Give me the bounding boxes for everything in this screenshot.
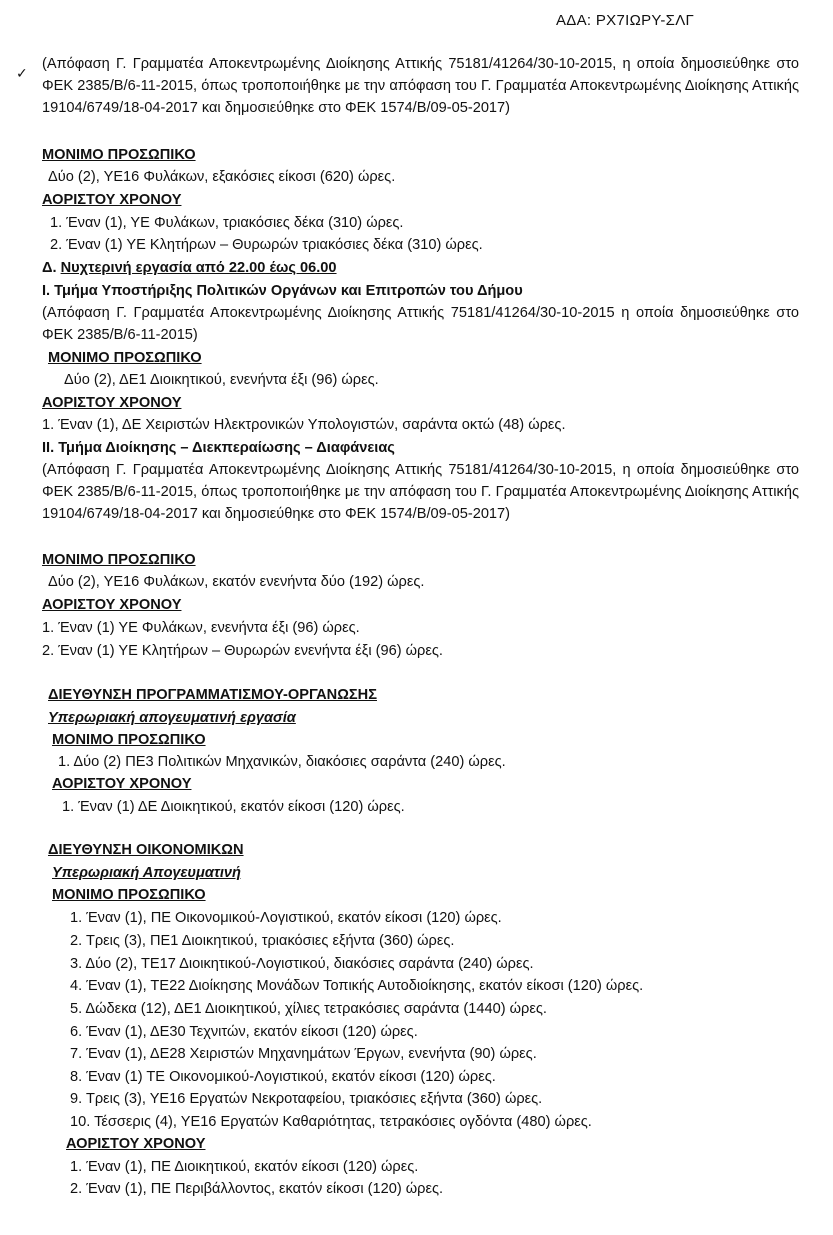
decision-paragraph: (Απόφαση Γ. Γραμματέα Αποκεντρωμένης Διοίκησης Αττικής 75181/41264/30-10-2015, η οποία δημοσιεύθηκε στο ΦΕΚ 2385/Β/6-11-2015, όπως τροποποιήθηκε με την απόφαση του Γ. Γραμματέα Αποκεντρωμένης Διοίκησης Αττικής 19104/6749/18-04-2017 και δημοσιεύθηκε στο ΦΕΚ 1574/Β/09-05-2017) — [42, 462, 799, 522]
list-item: Δύο (2), ΥΕ16 Φυλάκων, εξακόσιες είκοσι (620) ώρες. — [48, 169, 396, 185]
list-item: 10. Τέσσερις (4), ΥΕ16 Εργατών Καθαριότητας, τετρακόσιες ογδόντα (480) ώρες. — [70, 1114, 592, 1130]
section-d-title: Νυχτερινή εργασία από 22.00 έως 06.00 — [60, 260, 337, 276]
heading-aoristou: ΑΟΡΙΣΤΟΥ ΧΡΟΝΟΥ — [66, 1136, 206, 1152]
directorate-subtitle: Υπερωριακή απογευματινή εργασία — [48, 710, 296, 726]
list-item: 6. Έναν (1), ΔΕ30 Τεχνιτών, εκατόν είκοσι (120) ώρες. — [70, 1024, 418, 1040]
list-item: 3. Δύο (2), ΤΕ17 Διοικητικού-Λογιστικού, διακόσιες σαράντα (240) ώρες. — [70, 956, 534, 972]
heading-monimo: ΜΟΝΙΜΟ ΠΡΟΣΩΠΙΚΟ — [42, 147, 196, 163]
list-item: 2. Τρεις (3), ΠΕ1 Διοικητικού, τριακόσιες εξήντα (360) ώρες. — [70, 933, 455, 949]
list-item: 1. Δύο (2) ΠΕ3 Πολιτικών Μηχανικών, διακόσιες σαράντα (240) ώρες. — [58, 754, 506, 770]
decision-paragraph: (Απόφαση Γ. Γραμματέα Αποκεντρωμένης Διοίκησης Αττικής 75181/41264/30-10-2015, η οποία δημοσιεύθηκε στο ΦΕΚ 2385/Β/6-11-2015, όπως τροποποιήθηκε με την απόφαση του Γ. Γραμματέα Αποκεντρωμένης Διοίκησης Αττικής 19104/6749/18-04-2017 και δημοσιεύθηκε στο ΦΕΚ 1574/Β/09-05-2017) — [42, 56, 799, 116]
heading-aoristou: ΑΟΡΙΣΤΟΥ ΧΡΟΝΟΥ — [42, 395, 182, 411]
list-item: 2. Έναν (1) ΥΕ Κλητήρων – Θυρωρών τριακόσιες δέκα (310) ώρες. — [50, 237, 483, 253]
heading-monimo: ΜΟΝΙΜΟ ΠΡΟΣΩΠΙΚΟ — [52, 887, 206, 903]
list-item: 4. Έναν (1), ΤΕ22 Διοίκησης Μονάδων Τοπικής Αυτοδιοίκησης, εκατόν είκοσι (120) ώρες. — [70, 978, 644, 994]
list-item: Δύο (2), ΥΕ16 Φυλάκων, εκατόν ενενήντα δύο (192) ώρες. — [48, 574, 425, 590]
heading-monimo: ΜΟΝΙΜΟ ΠΡΟΣΩΠΙΚΟ — [42, 552, 196, 568]
directorate-title: ΔΙΕΥΘΥΝΣΗ ΟΙΚΟΝΟΜΙΚΩΝ — [48, 842, 244, 858]
list-item: 9. Τρεις (3), ΥΕ16 Εργατών Νεκροταφείου, τριακόσιες εξήντα (360) ώρες. — [70, 1091, 543, 1107]
list-item: 1. Έναν (1) ΥΕ Φυλάκων, ενενήντα έξι (96) ώρες. — [42, 620, 360, 636]
directorate-title: ΔΙΕΥΘΥΝΣΗ ΠΡΟΓΡΑΜΜΑΤΙΣΜΟΥ-ΟΡΓΑΝΩΣΗΣ — [48, 687, 377, 703]
list-item: 1. Έναν (1), ΔΕ Χειριστών Ηλεκτρονικών Υπολογιστών, σαράντα οκτώ (48) ώρες. — [42, 417, 566, 433]
list-item: 2. Έναν (1), ΠΕ Περιβάλλοντος, εκατόν είκοσι (120) ώρες. — [70, 1181, 444, 1197]
heading-monimo: ΜΟΝΙΜΟ ΠΡΟΣΩΠΙΚΟ — [48, 350, 202, 366]
heading-aoristou: ΑΟΡΙΣΤΟΥ ΧΡΟΝΟΥ — [52, 776, 192, 792]
section-d-heading — [42, 257, 337, 279]
heading-aoristou: ΑΟΡΙΣΤΟΥ ΧΡΟΝΟΥ — [42, 597, 182, 613]
list-item: 1. Έναν (1), ΠΕ Διοικητικού, εκατόν είκοσι (120) ώρες. — [70, 1159, 419, 1175]
list-item: 8. Έναν (1) ΤΕ Οικονομικού-Λογιστικού, εκατόν είκοσι (120) ώρες. — [70, 1069, 496, 1085]
list-item: 1. Έναν (1), ΥΕ Φυλάκων, τριακόσιες δέκα (310) ώρες. — [50, 215, 404, 231]
directorate-subtitle: Υπερωριακή Απογευματινή — [52, 865, 241, 881]
decision-paragraph: (Απόφαση Γ. Γραμματέα Αποκεντρωμένης Διοίκησης Αττικής 75181/41264/30-10-2015 η οποία δημοσιεύθηκε στο ΦΕΚ 2385/Β/6-11-2015) — [42, 305, 799, 343]
list-item: Δύο (2), ΔΕ1 Διοικητικού, ενενήντα έξι (96) ώρες. — [64, 372, 379, 388]
subsection-title: Ι. Τμήμα Υποστήριξης Πολιτικών Οργάνων και Επιτροπών του Δήμου — [42, 283, 523, 299]
list-item: 5. Δώδεκα (12), ΔΕ1 Διοικητικού, χίλιες τετρακόσιες σαράντα (1440) ώρες. — [70, 1001, 547, 1017]
ada-header: ΑΔΑ: ΡΧ7ΙΩΡΥ-ΣΛΓ — [556, 12, 695, 29]
check-mark-icon: ✓ — [16, 65, 28, 81]
heading-monimo: ΜΟΝΙΜΟ ΠΡΟΣΩΠΙΚΟ — [52, 732, 206, 748]
list-item: 2. Έναν (1) ΥΕ Κλητήρων – Θυρωρών ενενήντα έξι (96) ώρες. — [42, 643, 443, 659]
subsection-title: ΙΙ. Τμήμα Διοίκησης – Διεκπεραίωσης – Διαφάνειας — [42, 440, 395, 456]
heading-aoristou: ΑΟΡΙΣΤΟΥ ΧΡΟΝΟΥ — [42, 192, 182, 208]
list-item: 1. Έναν (1) ΔΕ Διοικητικού, εκατόν είκοσι (120) ώρες. — [62, 799, 405, 815]
section-d-label: Δ. — [42, 260, 61, 276]
list-item: 7. Έναν (1), ΔΕ28 Χειριστών Μηχανημάτων Έργων, ενενήντα (90) ώρες. — [70, 1046, 537, 1062]
list-item: 1. Έναν (1), ΠΕ Οικονομικού-Λογιστικού, εκατόν είκοσι (120) ώρες. — [70, 910, 502, 926]
